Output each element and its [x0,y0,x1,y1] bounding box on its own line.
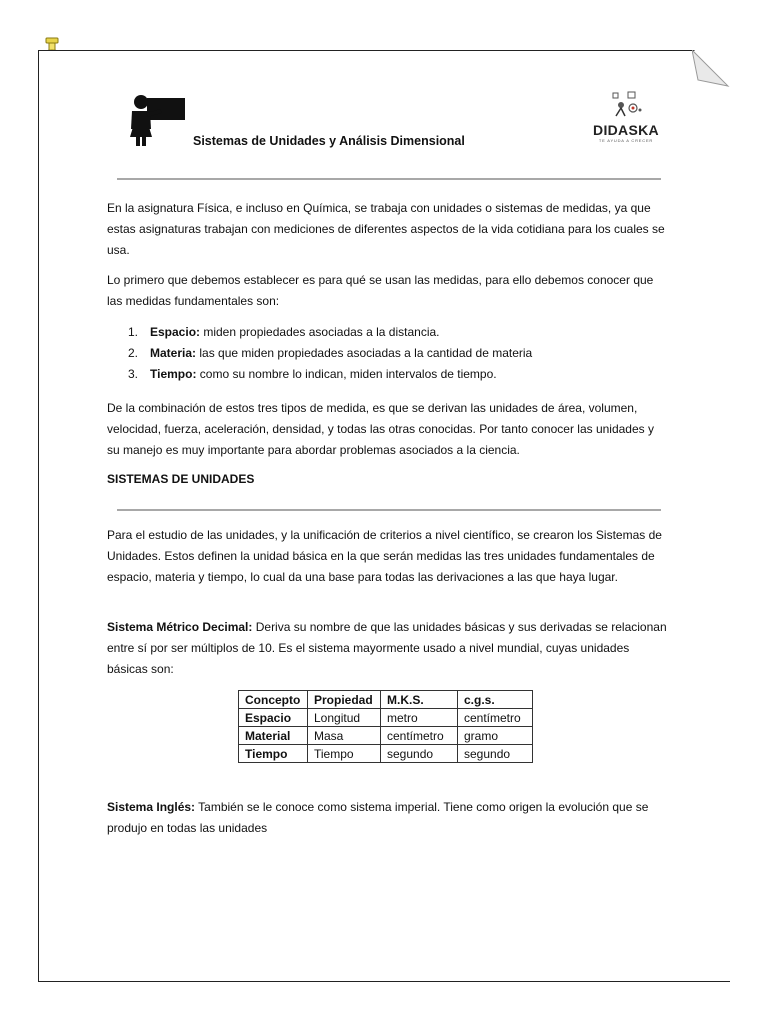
column-header: Propiedad [308,691,381,709]
table-row [239,727,533,745]
list-term: Materia: [150,346,197,360]
list-item [128,322,688,343]
fundamental-measures-list [128,322,688,385]
derived-units-paragraph [107,398,667,461]
document-title: Sistemas de Unidades y Análisis Dimensional [193,134,465,148]
table-cell: centímetro [381,727,458,745]
metric-term: Sistema Métrico Decimal: [107,620,253,634]
unit-systems-paragraph [107,525,667,588]
list-number: 2. [128,346,139,360]
paragraph-text: Lo primero que debemos establecer es para qué se usan las medidas, para ello debemos conocer que las medidas fundamentales son: [107,273,654,308]
logo-mark-icon [606,90,646,122]
column-header: Concepto [239,691,308,709]
intro-paragraph [107,198,667,261]
metric-text: Deriva su nombre de que las unidades básicas y sus derivadas se relacionan entre sí por ser múltiplos de 10. Es el sistema mayormente usado a nivel mundial, cuyas unidades básicas son: [107,620,667,676]
table-cell: Material [239,727,308,745]
table-cell: metro [381,709,458,727]
teacher-icon [127,93,187,149]
fundamental-measures-paragraph [107,270,667,312]
page-curl [692,50,730,88]
list-text: las que miden propiedades asociadas a la cantidad de materia [196,346,533,360]
list-number: 1. [128,325,139,339]
metric-system-paragraph [107,617,667,680]
table-cell: Longitud [308,709,381,727]
paragraph-text: Para el estudio de las unidades, y la unificación de criterios a nivel científico, se crearon los Sistemas de Unidades. Estos definen la unidad básica en la que serán medidas las tres unidades fundamentales de espacio, materia y tiempo, lo cual da una base para todas las derivaciones a las que haya lugar. [107,528,662,584]
table-cell: Espacio [239,709,308,727]
english-system-paragraph [107,797,667,839]
table-cell: segundo [458,745,533,763]
list-item [128,364,688,385]
list-number: 3. [128,367,139,381]
didaska-logo [588,90,664,152]
list-term: Tiempo: [150,367,197,381]
list-text: como su nombre lo indican, miden intervalos de tiempo. [196,367,497,381]
units-table [238,690,533,763]
english-term: Sistema Inglés: [107,800,196,814]
column-header: M.K.S. [381,691,458,709]
table-cell: segundo [381,745,458,763]
paragraph-text: En la asignatura Física, e incluso en Química, se trabaja con unidades o sistemas de medidas, ya que estas asignaturas trabajan con mediciones de diferentes aspectos de la vida cotidiana para los cuales se usa. [107,201,665,257]
divider [117,178,661,180]
divider [117,509,661,511]
document-page [38,50,732,982]
table-cell: gramo [458,727,533,745]
table-row [239,709,533,727]
paragraph-text: De la combinación de estos tres tipos de medida, es que se derivan las unidades de área, volumen, velocidad, fuerza, aceleración, densidad, y todas las otras conocidas. Por tanto conocer las unidades y su manejo es muy importante para abordar problemas asociados a la ciencia. [107,401,654,457]
column-header: c.g.s. [458,691,533,709]
table-cell: Tiempo [308,745,381,763]
section-heading: SISTEMAS DE UNIDADES [107,472,255,486]
table-cell: centímetro [458,709,533,727]
table-cell: Masa [308,727,381,745]
english-text: También se le conoce como sistema imperial. Tiene como origen la evolución que se produjo en todas las unidades [107,800,649,835]
list-text: miden propiedades asociadas a la distancia. [200,325,440,339]
logo-tagline: TE AYUDA A CRECER [598,138,654,143]
logo-text: DIDASKA [593,122,659,138]
table-cell: Tiempo [239,745,308,763]
table-header-row [239,691,533,709]
list-item [128,343,688,364]
list-term: Espacio: [150,325,201,339]
table-row [239,745,533,763]
